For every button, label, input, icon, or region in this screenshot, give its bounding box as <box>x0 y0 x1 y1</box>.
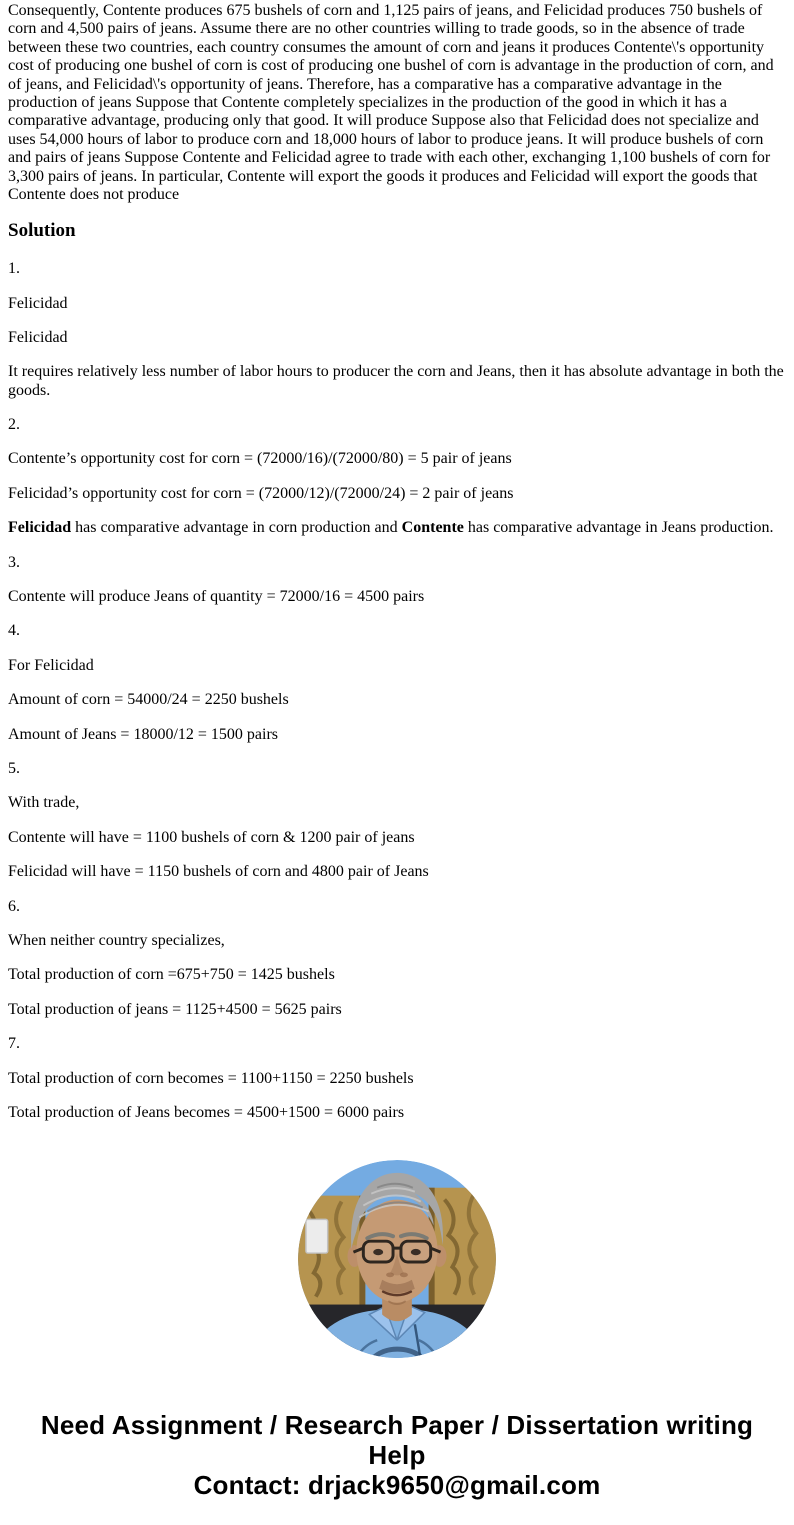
solution-step-number: 1. <box>8 260 20 278</box>
solution-step-number: 6. <box>8 897 20 915</box>
solution-paragraph: Contente will produce Jeans of quantity = 72000/16 = 4500 pairs <box>8 588 425 606</box>
solution-paragraph: Felicidad will have = 1150 bushels of corn and 4800 pair of Jeans <box>8 863 429 881</box>
solution-conclusion-paragraph <box>8 519 786 537</box>
solution-paragraph: Total production of corn becomes = 1100+1150 = 2250 bushels <box>8 1069 414 1087</box>
intro-paragraph: Consequently, Contente produces 675 bushels of corn and 1,125 pairs of jeans, and Felicidad produces 750 bushels of corn and 4,500 pairs of jeans. Assume there are no other countries willing to trade goods, so in the absence of trade between these two countries, each country consumes the amount of corn and jeans it produces Contente\'s opportunity cost of producing one bushel of corn is cost of producing one bushel of corn is advantage in the production of corn, and of jeans, and Felicidad\'s opportunity of jeans. Therefore, has a comparative has a comparative advantage in the production of jeans Suppose that Contente completely specializes in the production of the good in which it has a comparative advantage, producing only that good. It will produce Suppose also that Felicidad does not specialize and uses 54,000 hours of labor to produce corn and 18,000 hours of labor to produce jeans. It will produce bushels of corn and pairs of jeans Suppose Contente and Felicidad agree to trade with each other, exchanging 1,100 bushels of corn for 3,300 pairs of jeans. In particular, Contente will export the goods it produces and Felicidad will export the goods that Contente does not produce <box>8 2 774 203</box>
conclusion-text: has comparative advantage in corn production and <box>71 519 402 537</box>
solution-paragraph: Felicidad <box>8 328 68 346</box>
solution-paragraph: Total production of Jeans becomes = 4500+1500 = 6000 pairs <box>8 1103 405 1121</box>
light-switch-plate <box>306 1220 328 1254</box>
solution-paragraph: Amount of corn = 54000/24 = 2250 bushels <box>8 691 289 709</box>
solution-paragraph: For Felicidad <box>8 656 94 674</box>
profile-photo <box>298 1160 496 1358</box>
solution-heading: Solution <box>8 220 76 242</box>
solution-step-number: 2. <box>8 416 20 434</box>
conclusion-text: has comparative advantage in Jeans production. <box>463 519 774 537</box>
solution-paragraph: Contente’s opportunity cost for corn = (72000/16)/(72000/80) = 5 pair of jeans <box>8 450 512 468</box>
bold-country-name: Felicidad <box>8 519 72 537</box>
footer-banner <box>25 1410 769 1500</box>
solution-paragraph: Felicidad’s opportunity cost for corn = (72000/12)/(72000/24) = 2 pair of jeans <box>8 484 514 502</box>
bold-country-name: Contente <box>401 519 464 537</box>
solution-paragraph: Total production of jeans = 1125+4500 = 5625 pairs <box>8 1000 342 1018</box>
footer-contact-text: Contact: drjack9650@gmail.com <box>193 1470 601 1501</box>
solution-paragraph: Amount of Jeans = 18000/12 = 1500 pairs <box>8 725 279 743</box>
solution-step-number: 4. <box>8 622 20 640</box>
solution-step-number: 5. <box>8 760 20 777</box>
profile-photo-illustration <box>298 1160 496 1358</box>
solution-paragraph: Total production of corn =675+750 = 1425 bushels <box>8 966 335 984</box>
solution-paragraph: When neither country specializes, <box>8 931 225 949</box>
solution-paragraph: It requires relatively less number of labor hours to producer the corn and Jeans, then it has absolute advantage in both the goods. <box>8 363 784 399</box>
solution-paragraph: With trade, <box>8 794 80 812</box>
solution-step-number: 3. <box>8 553 20 571</box>
solution-paragraph: Felicidad <box>8 294 68 312</box>
solution-paragraph: Contente will have = 1100 bushels of corn & 1200 pair of jeans <box>8 828 415 846</box>
footer-help-text: Need Assignment / Research Paper / Dissertation writing Help <box>40 1410 754 1471</box>
solution-step-number: 7. <box>8 1035 20 1053</box>
